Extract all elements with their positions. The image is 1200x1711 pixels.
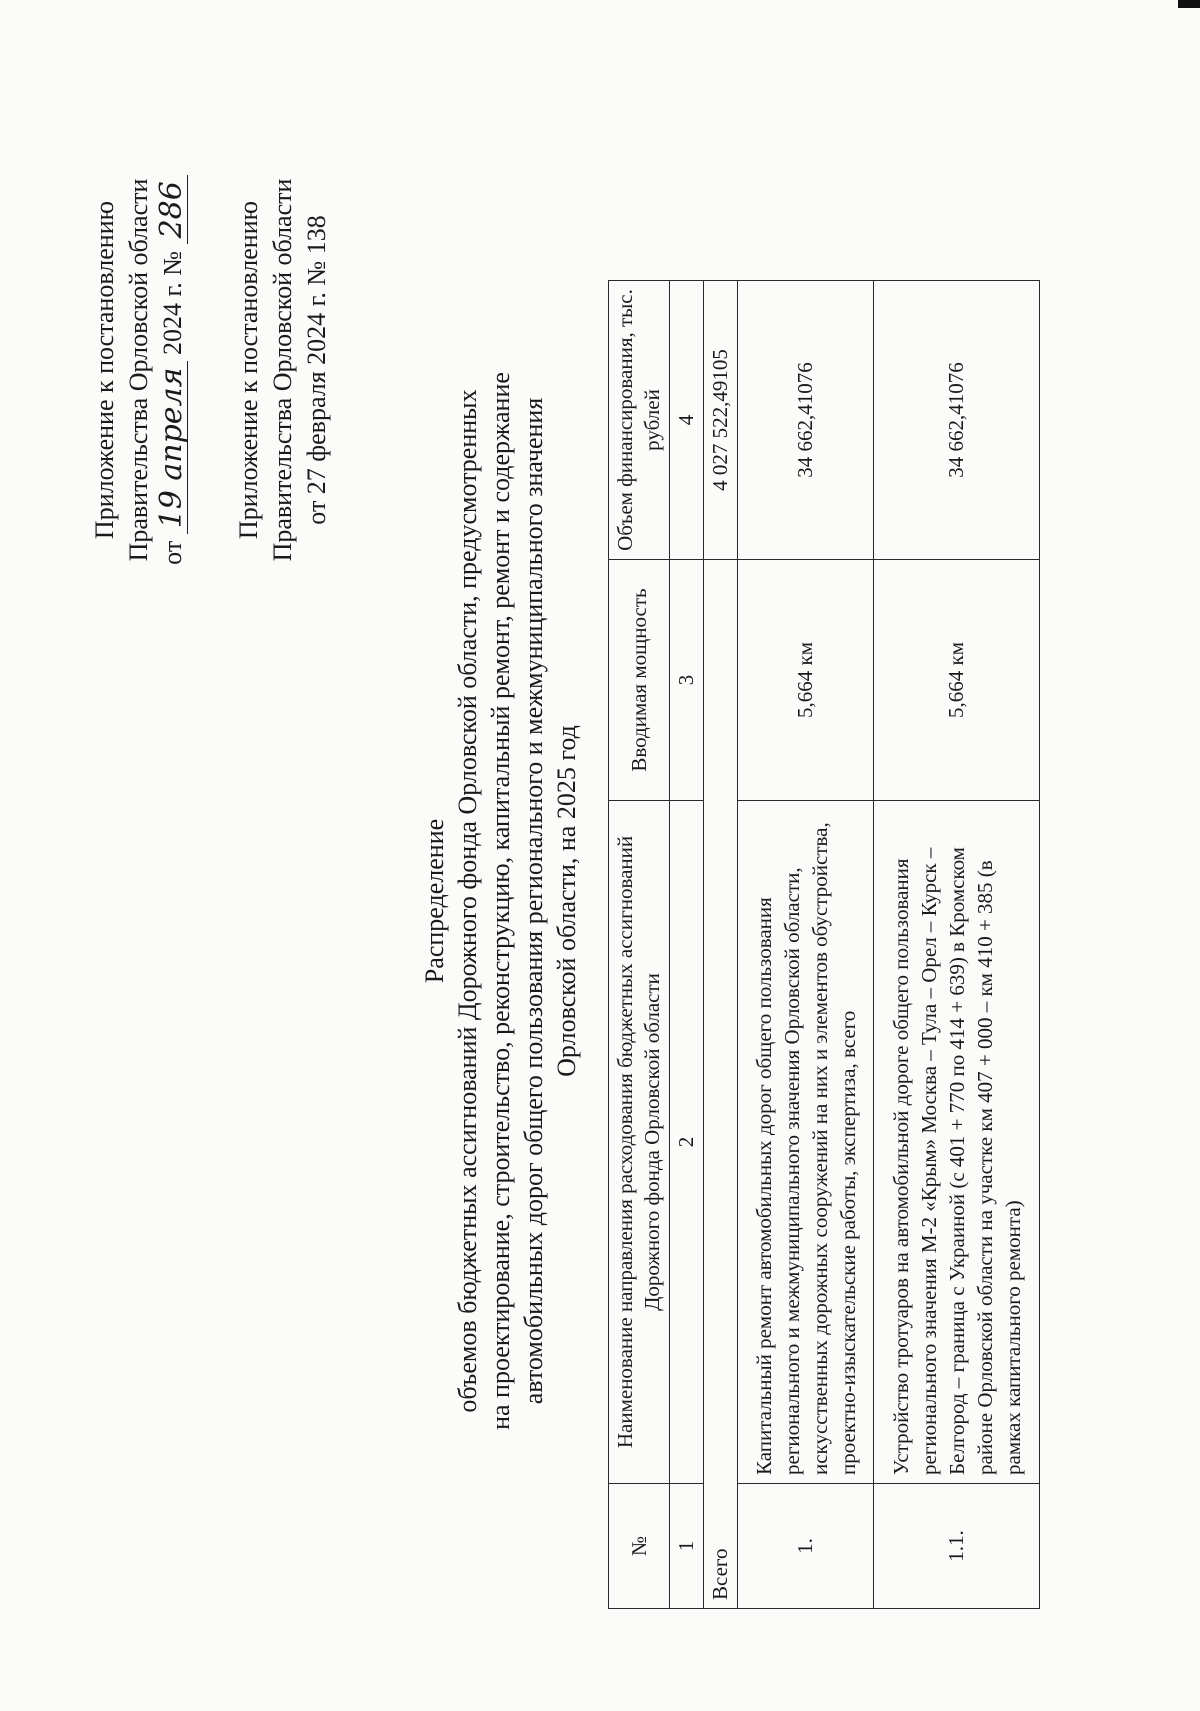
row-amount: 34 662,41076 [874, 281, 1040, 560]
total-amount: 4 027 522,49105 [704, 281, 738, 560]
scan-edge-mark [1178, 0, 1200, 8]
handwritten-date: 19 апреля [157, 361, 188, 534]
appendix-new-line2: Правительства Орловской области [124, 178, 153, 562]
row-number: 1. [738, 1484, 874, 1609]
appendix-current-reference [88, 135, 190, 605]
column-number-row [670, 281, 704, 1609]
row-number: 1.1. [874, 1484, 1040, 1609]
header-amount: Объем финансирования, тыс. рублей [609, 281, 670, 560]
appendix-new-line3 [156, 135, 190, 605]
table-row [738, 281, 874, 1609]
title-heading: Распределение [420, 818, 449, 984]
column-number-3: 3 [670, 560, 704, 801]
title-line1: объемов бюджетных ассигнований Дорожного фонда Орловской области, предусмотренных [453, 389, 482, 1413]
appendix-old-line1: Приложение к постановлению [234, 200, 263, 540]
appendix-new-line1: Приложение к постановлению [90, 200, 119, 540]
column-number-4: 4 [670, 281, 704, 560]
handwritten-number: 286 [157, 175, 188, 244]
column-number-1: 1 [670, 1484, 704, 1609]
appendix-old-line2: Правительства Орловской области [268, 178, 297, 562]
title-line4: Орловской области, на 2025 год [552, 725, 581, 1077]
appendix-previous-reference [232, 135, 334, 605]
header-name: Наименование направления расходования бюджетных ассигнований Дорожного фонда Орловской области [609, 801, 670, 1484]
table-row [874, 281, 1040, 1609]
title-line2: на проектирование, строительство, реконструкцию, капитальный ремонт, ремонт и содержание [486, 372, 515, 1430]
funding-table [608, 280, 1040, 1609]
appendix-new-year: 2024 г. № [158, 250, 187, 355]
row-name: Капитальный ремонт автомобильных дорог общего пользования регионального и межмуниципального значения Орловской области, искусственных дорожных сооружений на них и элементов обустройства, проектно-изыскательские работы, экспертиза, всего [738, 801, 874, 1484]
appendix-new-prefix: от [158, 540, 187, 565]
header-capacity: Вводимая мощность [609, 560, 670, 801]
header-number: № [609, 1484, 670, 1609]
total-row [704, 281, 738, 1609]
row-name: Устройство тротуаров на автомобильной дороге общего пользования регионального значения М-2 «Крым» Москва – Тула – Орел – Курск – Белгород – граница с Украиной (с 401 + 770 по 414 + 639) в Кромском районе Орловской области на участке км 407 + 000 – км 410 + 385 (в рамках капитального ремонта) [874, 801, 1040, 1484]
total-label: Всего [704, 560, 738, 1609]
document-title [418, 331, 583, 1471]
title-line3: автомобильных дорог общего пользования регионального и межмуниципального значения [519, 397, 548, 1405]
appendix-old-line3: от 27 февраля 2024 г. № 138 [302, 215, 331, 525]
row-amount: 34 662,41076 [738, 281, 874, 560]
row-capacity: 5,664 км [738, 560, 874, 801]
table-header-row [609, 281, 670, 1609]
row-capacity: 5,664 км [874, 560, 1040, 801]
column-number-2: 2 [670, 801, 704, 1484]
